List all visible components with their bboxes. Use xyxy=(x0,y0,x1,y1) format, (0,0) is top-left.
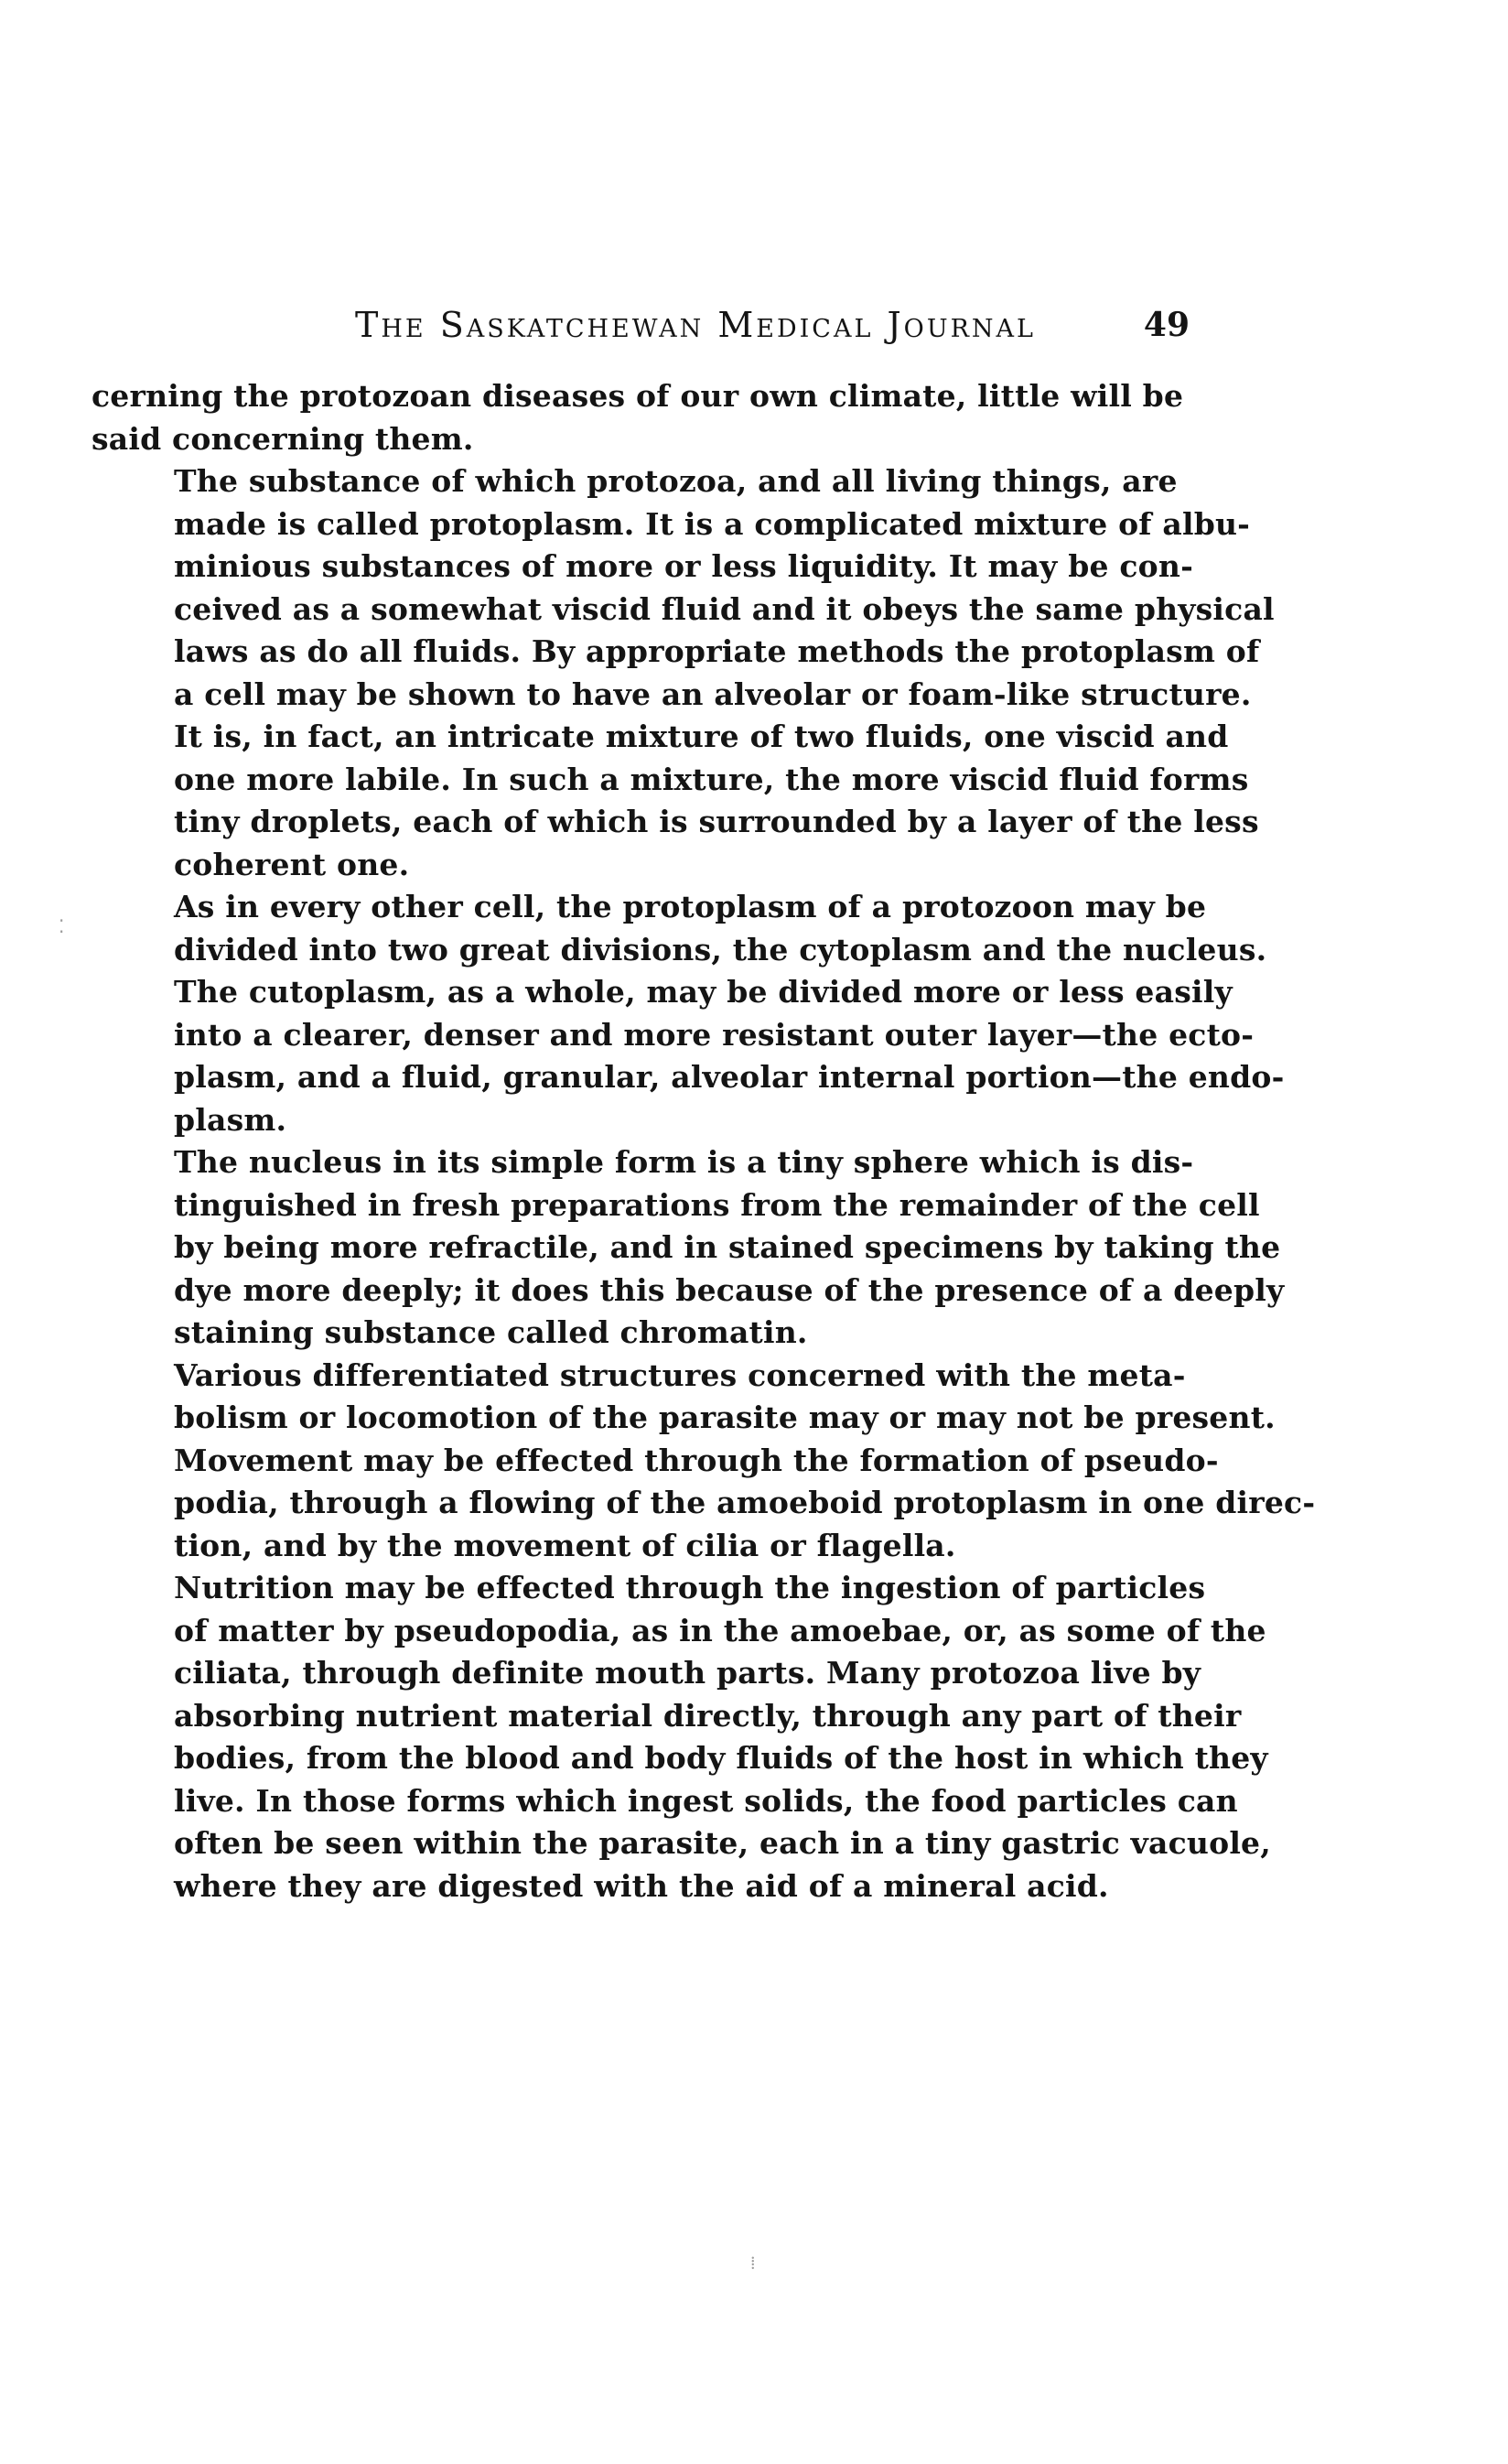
text-line: plasm. xyxy=(174,1101,287,1138)
text-line: podia, through a flowing of the amoeboid protoplasm in one direc- xyxy=(174,1485,1316,1520)
text-line: bolism or locomotion of the parasite may or may not be present. xyxy=(174,1400,1276,1435)
text-line: ciliata, through definite mouth parts. Many protozoa live by xyxy=(174,1655,1201,1691)
text-line: a cell may be shown to have an alveolar or foam-like structure. xyxy=(174,675,1252,712)
text-line: The substance of which protozoa, and all living things, are xyxy=(174,463,1178,499)
text-line: Movement may be effected through the formation of pseudo- xyxy=(174,1442,1219,1478)
text-line: where they are digested with the aid of a mineral acid. xyxy=(174,1867,1109,1904)
text-line: tiny droplets, each of which is surrounded by a layer of the less xyxy=(174,804,1259,839)
text-line: Nutrition may be effected through the ingestion of particles xyxy=(174,1570,1206,1605)
scan-speck: ⁞ xyxy=(750,2252,756,2274)
body-text xyxy=(92,375,1316,1907)
text-line: The cutoplasm, as a whole, may be divided more or less easily xyxy=(174,974,1233,1010)
text-line: laws as do all fluids. By appropriate methods the protoplasm of xyxy=(174,633,1260,669)
text-line: It is, in fact, an intricate mixture of two fluids, one viscid and xyxy=(174,719,1229,754)
text-line: absorbing nutrient material directly, through any part of their xyxy=(174,1697,1242,1734)
page-number: 49 xyxy=(1143,306,1190,344)
paragraph xyxy=(92,375,1190,460)
paragraph xyxy=(92,1440,1316,1568)
text-line: made is called protoplasm. It is a complicated mixture of albu- xyxy=(174,505,1251,542)
text-line: dye more deeply; it does this because of the presence of a deeply xyxy=(174,1271,1285,1308)
text-line: into a clearer, denser and more resistant outer layer—the ecto- xyxy=(174,1016,1255,1053)
text-line: said concerning them. xyxy=(92,420,474,457)
text-line: As in every other cell, the protoplasm of a protozoon may be xyxy=(174,889,1207,924)
paragraph xyxy=(92,1567,1271,1907)
paragraph xyxy=(92,1141,1285,1355)
text-line: The nucleus in its simple form is a tiny sphere which is dis- xyxy=(174,1144,1194,1180)
scan-speck: ⁚ xyxy=(59,915,65,937)
text-line: often be seen within the parasite, each in a tiny gastric vacuole, xyxy=(174,1825,1271,1861)
paragraph xyxy=(92,886,1285,1141)
text-line: of matter by pseudopodia, as in the amoebae, or, as some of the xyxy=(174,1612,1266,1648)
journal-title: The Saskatchewan Medical Journal xyxy=(355,305,1036,345)
text-line: tion, and by the movement of cilia or flagella. xyxy=(174,1527,956,1563)
text-line: ceived as a somewhat viscid fluid and it obeys the same physical xyxy=(174,590,1275,627)
text-line: coherent one. xyxy=(174,846,410,882)
running-head xyxy=(284,302,1190,348)
text-line: staining substance called chromatin. xyxy=(174,1314,808,1350)
text-line: live. In those forms which ingest solids, the food particles can xyxy=(174,1782,1238,1819)
paragraph xyxy=(92,460,1275,886)
text-line: plasm, and a fluid, granular, alveolar internal portion—the endo- xyxy=(174,1059,1285,1095)
text-line: divided into two great divisions, the cytoplasm and the nucleus. xyxy=(174,931,1267,967)
paragraph xyxy=(92,1355,1276,1440)
text-line: Various differentiated structures concerned with the meta- xyxy=(174,1356,1186,1393)
text-line: tinguished in fresh preparations from the remainder of the cell xyxy=(174,1186,1260,1223)
text-line: minious substances of more or less liquidity. It may be con- xyxy=(174,548,1193,584)
text-line: one more labile. In such a mixture, the more viscid fluid forms xyxy=(174,761,1249,797)
text-line: bodies, from the blood and body fluids of the host in which they xyxy=(174,1740,1268,1776)
text-line: by being more refractile, and in stained specimens by taking the xyxy=(174,1229,1281,1265)
text-line: cerning the protozoan diseases of our own climate, little will be xyxy=(92,378,1184,414)
